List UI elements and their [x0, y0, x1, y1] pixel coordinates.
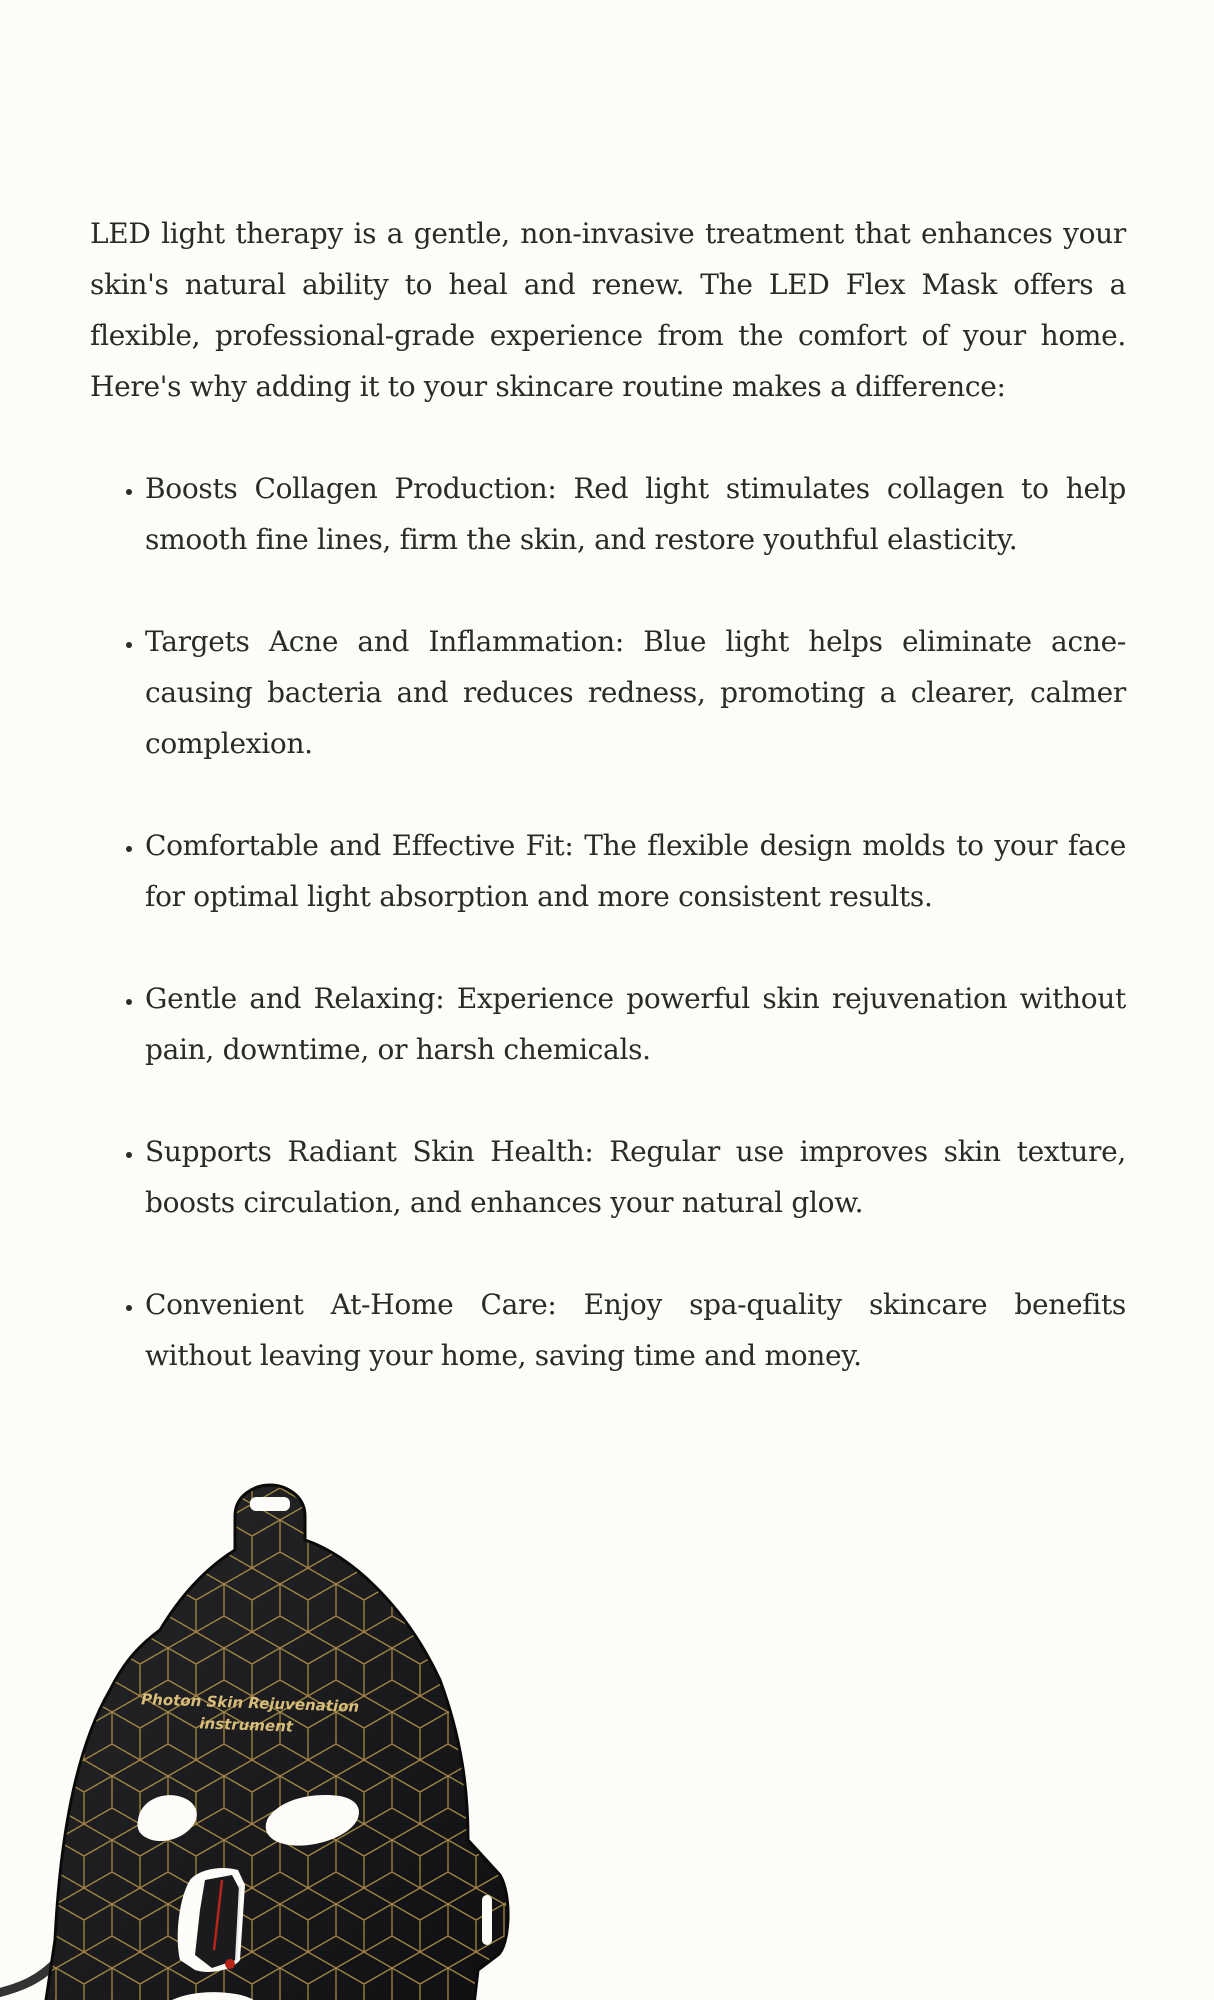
mask-label-line1: Photon Skin Rejuvenation — [140, 1690, 360, 1716]
strap-slot — [482, 1895, 492, 1945]
benefit-item: • Gentle and Relaxing: Experience powerful skin rejuvenation without pain, downtime, or harsh chemicals. — [145, 973, 1126, 1075]
benefit-item: • Supports Radiant Skin Health: Regular use improves skin texture, boosts circulation, and enhances your natural glow. — [145, 1126, 1126, 1228]
mask-label-line2: instrument — [199, 1714, 294, 1736]
intro-paragraph: LED light therapy is a gentle, non-invasive treatment that enhances your skin's natural ability to heal and renew. The LED Flex Mask offers a flexible, professional-grade experience from the comfort of your home. Here's why adding it to your skincare routine makes a difference: — [90, 217, 1126, 403]
indicator-light — [225, 1959, 235, 1969]
benefit-item: • Comfortable and Effective Fit: The flexible design molds to your face for optimal light absorption and more consistent results. — [145, 820, 1126, 922]
benefit-item: • Targets Acne and Inflammation: Blue light helps eliminate acne-causing bacteria and reduces redness, promoting a clearer, calmer complexion. — [145, 616, 1126, 769]
benefit-item: • Convenient At-Home Care: Enjoy spa-quality skincare benefits without leaving your home, saving time and money. — [145, 1279, 1126, 1381]
article-content — [90, 208, 1126, 1432]
benefit-item: • Boosts Collagen Production: Red light stimulates collagen to help smooth fine lines, firm the skin, and restore youthful elasticity. — [145, 463, 1126, 565]
benefits-list — [90, 463, 1126, 1381]
led-mask-illustration — [0, 1440, 530, 2000]
led-mask-image — [0, 1440, 530, 2000]
hanging-slot — [250, 1497, 290, 1511]
